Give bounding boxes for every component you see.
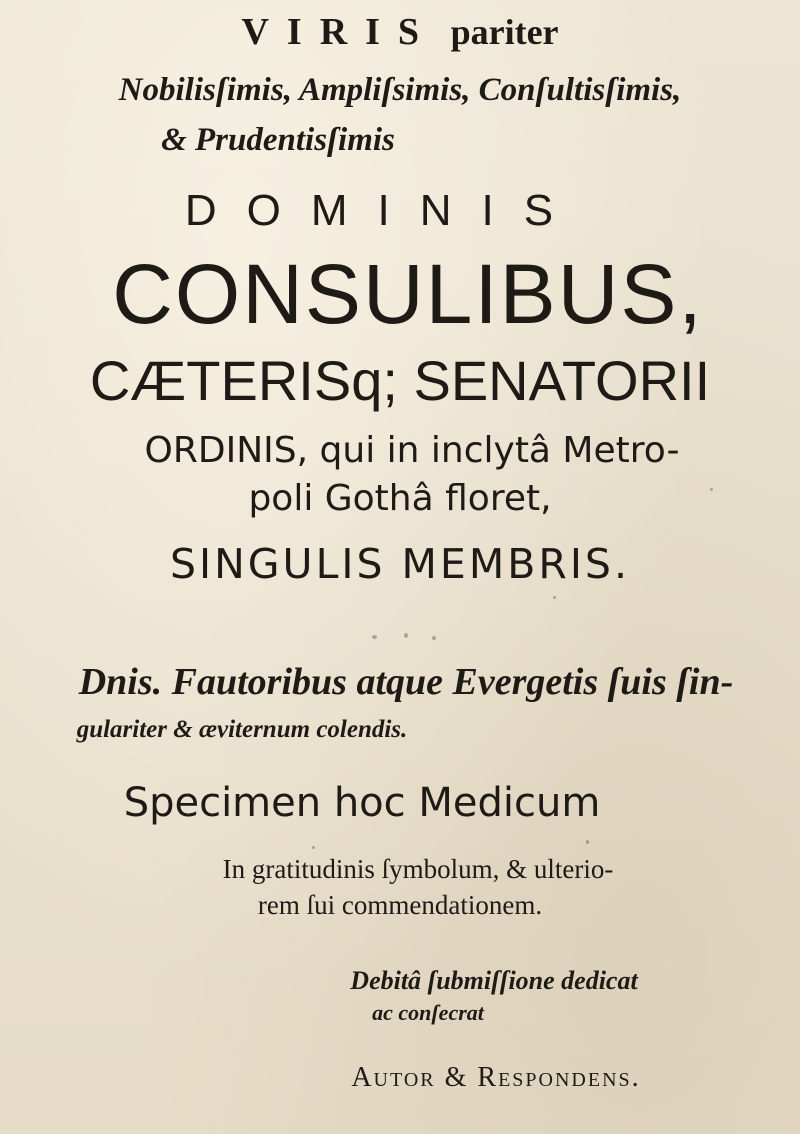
dominis-heading: DOMINIS xyxy=(184,186,584,235)
honorifics-line: Nobilisſimis, Ampliſsimis, Conſultisſimis, xyxy=(118,72,682,108)
honorifics-line-2: & Prudentisſimis xyxy=(161,122,395,158)
ink-speck xyxy=(312,846,315,849)
consulibus-heading: CONSULIBUS, xyxy=(112,247,704,341)
ink-speck xyxy=(432,636,436,640)
ink-speck xyxy=(404,633,408,638)
heading-pariter: pariter xyxy=(450,12,559,52)
ink-speck xyxy=(586,840,589,844)
gratitudinis-line: In gratitudinis ſymbolum, & ulterio- xyxy=(222,854,614,884)
commendationem-line: rem ſui commendationem. xyxy=(257,890,543,920)
senatorii-heading: CÆTERISq; SENATORII xyxy=(89,349,711,412)
heading-viris: VIRIS xyxy=(241,11,438,53)
ink-speck xyxy=(553,596,556,599)
consecrat-line: ac conſecrat xyxy=(372,1000,484,1025)
gotha-line: poli Gothâ floret, xyxy=(248,478,552,519)
ordinis-line: ORDINIS, qui in inclytâ Metro- xyxy=(144,430,680,471)
heading-viris-pariter xyxy=(0,10,800,54)
dedicat-line: Debitâ ſubmiſſione dedicat xyxy=(350,966,638,995)
colendis-line: gulariter & æviternum colendis. xyxy=(76,716,408,743)
autor-respondens-line: Autor & Respondens. xyxy=(351,1062,641,1093)
ink-speck xyxy=(372,635,377,639)
fautoribus-line: Dnis. Fautoribus atque Evergetis ſuis ſin- xyxy=(78,661,734,703)
specimen-heading: Specimen hoc Medicum xyxy=(123,780,601,826)
singulis-membris-heading: SINGULIS MEMBRIS. xyxy=(170,540,630,588)
ink-speck xyxy=(710,488,713,491)
